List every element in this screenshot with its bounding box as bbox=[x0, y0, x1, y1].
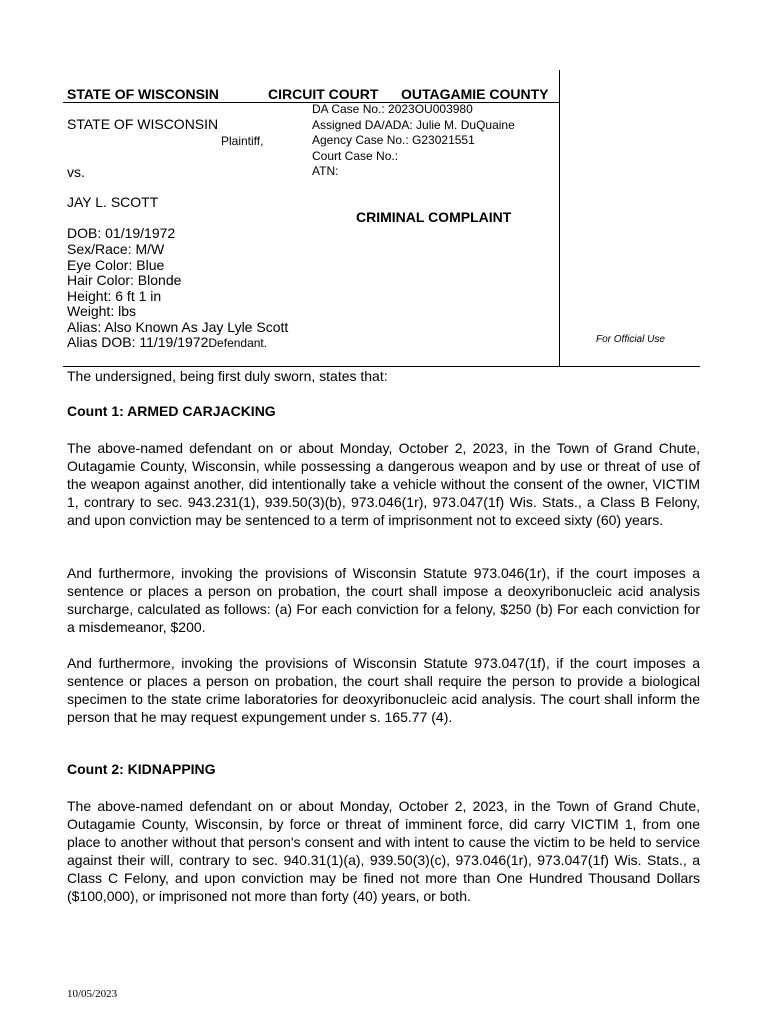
count2-paragraph-1: The above-named defendant on or about Monday, October 2, 2023, in the Town of Grand Chute, Outagamie County, Wisconsin, by force or threat of imminent force, did carry VICTIM 1, from one place to another without that person's consent and with intent to cause the victim to be held to service against their will, contrary to sec. 940.31(1)(a), 939.50(3)(c), 973.046(1r), 973.047(1f) Wis. Stats., a Class C Felony, and upon conviction may be fined not more than One Hundred Thousand Dollars ($100,000), or imprisoned not more than forty (40) years, or both. bbox=[67, 798, 700, 904]
caption-divider bbox=[559, 70, 560, 366]
caption-bottom-rule bbox=[63, 366, 700, 367]
header-rule bbox=[63, 102, 559, 103]
footer-date: 10/05/2023 bbox=[67, 988, 118, 1000]
defendant-alias: Alias: Also Known As Jay Lyle Scott bbox=[67, 319, 289, 335]
da-case-number: DA Case No.: 2023OU003980 bbox=[312, 102, 473, 116]
agency-case-number: Agency Case No.: G23021551 bbox=[312, 133, 475, 147]
count1-paragraph-3: And furthermore, invoking the provisions of Wisconsin Statute 973.047(1f), if the court imposes a sentence or places a person on probation, the court shall require the person to provide a biological specimen to the state crime laboratories for deoxyribonucleic acid analysis. The court shall inform the person that he may request expungement under s. 165.77 (4). bbox=[67, 655, 700, 725]
official-use-label: For Official Use bbox=[596, 334, 665, 345]
defendant-sex-race: Sex/Race: M/W bbox=[67, 241, 165, 257]
count2-title: Count 2: KIDNAPPING bbox=[67, 761, 216, 777]
count1-paragraph-2: And furthermore, invoking the provisions of Wisconsin Statute 973.046(1r), if the court imposes a sentence or places a person on probation, the court shall impose a deoxyribonucleic acid analysis surcharge, calculated as follows: (a) For each conviction for a felony, $250 (b) For each conviction for a misdemeanor, $200. bbox=[67, 565, 700, 635]
alias-dob-text: Alias DOB: 11/19/1972 bbox=[67, 334, 209, 350]
assigned-da: Assigned DA/ADA: Julie M. DuQuaine bbox=[312, 118, 515, 132]
plaintiff-role: Plaintiff, bbox=[221, 134, 264, 148]
count1-paragraph-1: The above-named defendant on or about Monday, October 2, 2023, in the Town of Grand Chute, Outagamie County, Wisconsin, while possessing a dangerous weapon and by use or threat of use of the weapon against another, did intentionally take a vehicle without the consent of the owner, VICTIM 1, contrary to sec. 943.231(1), 939.50(3)(b), 973.046(1r), 973.047(1f) Wis. Stats., a Class B Felony, and upon conviction may be sentenced to a term of imprisonment not to exceed sixty (60) years. bbox=[67, 440, 700, 528]
defendant-hair-color: Hair Color: Blonde bbox=[67, 272, 182, 288]
defendant-height: Height: 6 ft 1 in bbox=[67, 288, 162, 304]
header-county: OUTAGAMIE COUNTY bbox=[401, 86, 549, 102]
plaintiff-name: STATE OF WISCONSIN bbox=[67, 116, 219, 132]
defendant-weight: Weight: lbs bbox=[67, 303, 136, 319]
defendant-name: JAY L. SCOTT bbox=[67, 194, 159, 210]
versus-label: vs. bbox=[67, 164, 85, 180]
defendant-alias-dob bbox=[67, 334, 267, 352]
defendant-dob: DOB: 01/19/1972 bbox=[67, 225, 176, 241]
atn: ATN: bbox=[312, 164, 339, 178]
defendant-role: Defendant. bbox=[208, 336, 268, 350]
court-case-number: Court Case No.: bbox=[312, 149, 399, 163]
header-state: STATE OF WISCONSIN bbox=[67, 86, 219, 102]
defendant-eye-color: Eye Color: Blue bbox=[67, 257, 165, 273]
count1-title: Count 1: ARMED CARJACKING bbox=[67, 403, 276, 419]
document-title: CRIMINAL COMPLAINT bbox=[356, 209, 512, 225]
intro-statement: The undersigned, being first duly sworn, states that: bbox=[67, 368, 388, 384]
header-court: CIRCUIT COURT bbox=[268, 86, 379, 102]
